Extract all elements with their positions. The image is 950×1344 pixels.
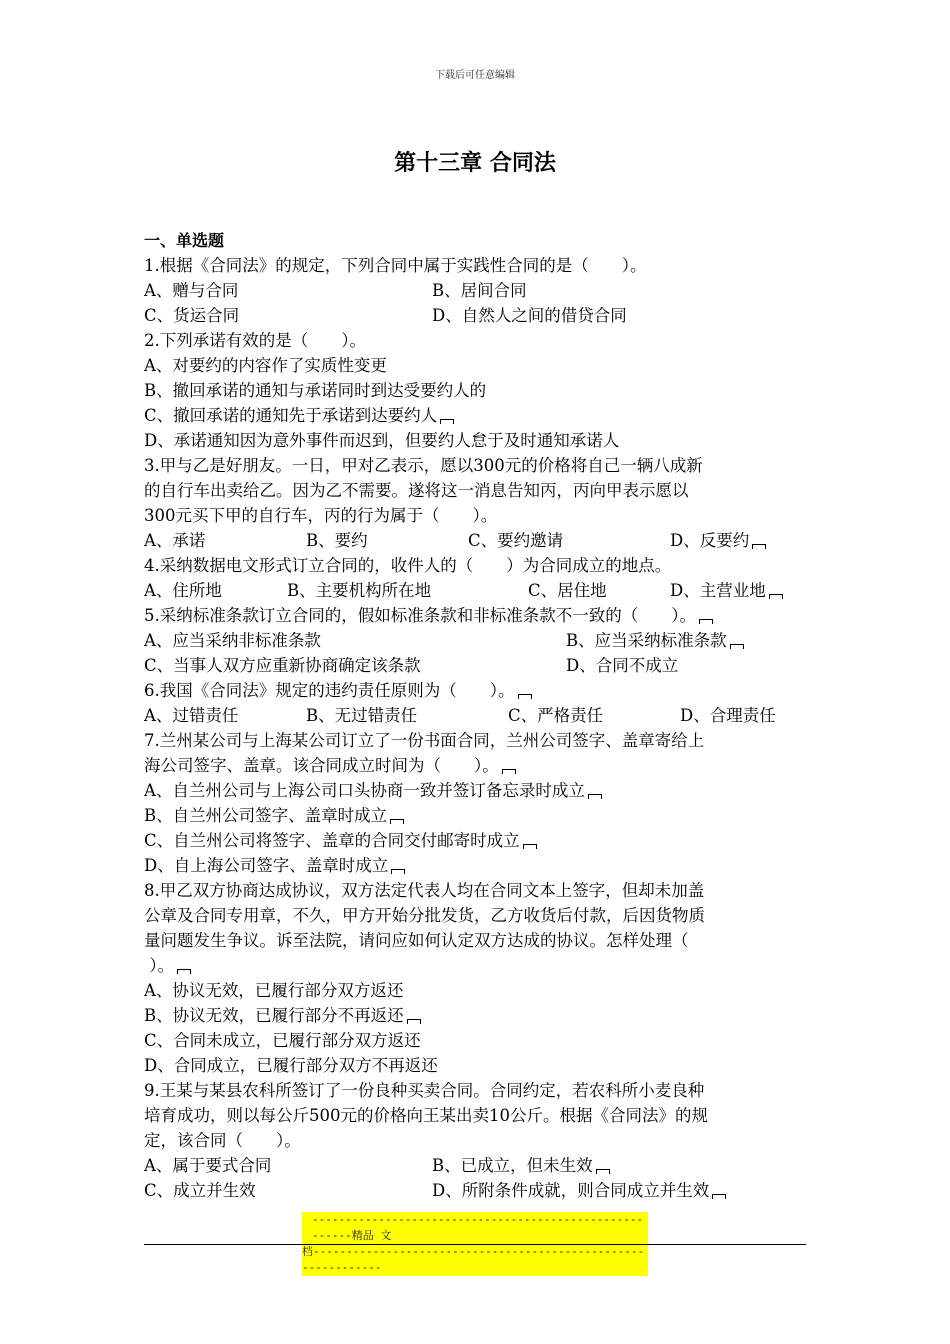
option-text: D、主营业地: [670, 581, 766, 600]
question-5: [144, 603, 806, 628]
option-b: B、撤回承诺的通知与承诺同时到达受要约人的: [144, 381, 487, 400]
option-c: [144, 403, 806, 428]
paragraph-mark-icon: [502, 769, 516, 774]
option-a: [144, 778, 806, 803]
footer-line-2: 档--------------------------------------------------------------: [302, 1245, 645, 1274]
option-d: [432, 1178, 726, 1203]
options-row: [144, 528, 806, 553]
option-b: B、要约: [306, 531, 368, 550]
option-a: A、属于要式合同: [144, 1156, 272, 1175]
option-d: D、合理责任: [680, 706, 776, 725]
option-c: C、货运合同: [144, 306, 240, 325]
paragraph-mark-icon: [752, 544, 766, 549]
question-7-line-1: 7.兰州某公司与上海某公司订立了一份书面合同，兰州公司签字、盖章寄给上: [144, 731, 705, 750]
option-a: A、应当采纳非标准条款: [144, 631, 321, 650]
option-text: D、反要约: [670, 531, 750, 550]
paragraph-mark-icon: [390, 819, 404, 824]
question-4: 4.采纳数据电文形式订立合同的，收件人的（ ）为合同成立的地点。: [144, 556, 672, 575]
question-3-line-3: 300元买下甲的自行车，丙的行为属于（ ）。: [144, 506, 498, 525]
paragraph-mark-icon: [440, 419, 454, 424]
options-row: [144, 653, 806, 678]
option-b: [144, 803, 806, 828]
paragraph-mark-icon: [769, 594, 783, 599]
paragraph-mark-icon: [596, 1169, 610, 1174]
option-d: [670, 528, 766, 553]
question-6: [144, 678, 806, 703]
paragraph-mark-icon: [730, 644, 744, 649]
question-text: 海公司签字、盖章。该合同成立时间为（ ）。: [144, 756, 499, 775]
paragraph-mark-icon: [407, 1019, 421, 1024]
option-c: C、严格责任: [508, 706, 604, 725]
question-text: 6.我国《合同法》规定的违约责任原则为（ ）。: [144, 681, 515, 700]
option-d: D、合同不成立: [566, 656, 679, 675]
document-body: [144, 228, 806, 1203]
option-a: A、赠与合同: [144, 281, 239, 300]
page-title: 第十三章 合同法: [394, 151, 556, 176]
paragraph-mark-icon: [588, 794, 602, 799]
question-text: 5.采纳标准条款订立合同的，假如标准条款和非标准条款不一致的（ ）。: [144, 606, 696, 625]
options-row: [144, 303, 806, 328]
options-row: [144, 628, 806, 653]
option-c: C、居住地: [528, 581, 607, 600]
header-note: 下载后可任意编辑: [435, 70, 515, 81]
question-7-line-2: [144, 753, 806, 778]
option-c: C、成立并生效: [144, 1181, 256, 1200]
question-8-line-4: [144, 953, 806, 978]
question-8-line-2: 公章及合同专用章，不久，甲方开始分批发货，乙方收货后付款，后因货物质: [144, 906, 705, 925]
option-text: B、应当采纳标准条款: [566, 631, 727, 650]
option-a: A、协议无效，已履行部分双方返还: [144, 981, 404, 1000]
option-b: [144, 1003, 806, 1028]
option-text: B、自兰州公司签字、盖章时成立: [144, 806, 388, 825]
option-d: [670, 578, 783, 603]
option-text: B、已成立，但未生效: [432, 1156, 593, 1175]
footer-line-1: --------------------------------------------------------精品 文: [312, 1213, 644, 1242]
question-3-line-1: 3.甲与乙是好朋友。一日，甲对乙表示，愿以300元的价格将自己一辆八成新: [144, 456, 703, 475]
paragraph-mark-icon: [177, 969, 191, 974]
option-d: D、合同成立，已履行部分双方不再返还: [144, 1056, 438, 1075]
option-b: B、无过错责任: [306, 706, 418, 725]
paragraph-mark-icon: [699, 619, 713, 624]
option-text: D、自上海公司签字、盖章时成立: [144, 856, 389, 875]
question-text: ）。: [149, 956, 174, 975]
question-9-line-2: 培育成功，则以每公斤500元的价格向王某出卖10公斤。根据《合同法》的规: [144, 1106, 708, 1125]
question-9-line-1: 9.王某与某县农科所签订了一份良种买卖合同。合同约定，若农科所小麦良种: [144, 1081, 705, 1100]
option-c: C、合同未成立，已履行部分双方返还: [144, 1031, 421, 1050]
options-row: [144, 1153, 806, 1178]
option-text: B、协议无效，已履行部分不再返还: [144, 1006, 404, 1025]
options-row: [144, 278, 806, 303]
option-text: C、自兰州公司将签字、盖章的合同交付邮寄时成立: [144, 831, 520, 850]
paragraph-mark-icon: [523, 844, 537, 849]
paragraph-mark-icon: [712, 1194, 726, 1199]
option-c: C、要约邀请: [468, 531, 564, 550]
option-b: [432, 1153, 610, 1178]
question-9-line-3: 定，该合同（ ）。: [144, 1131, 301, 1150]
option-c: [144, 828, 806, 853]
option-d: [144, 853, 806, 878]
paragraph-mark-icon: [391, 869, 405, 874]
footer-divider: [144, 1244, 806, 1245]
section-heading: 一、单选题: [144, 231, 225, 250]
option-b: B、居间合同: [432, 281, 527, 300]
paragraph-mark-icon: [518, 694, 532, 699]
option-a: A、对要约的内容作了实质性变更: [144, 356, 387, 375]
option-text: D、所附条件成就，则合同成立并生效: [432, 1181, 710, 1200]
option-a: A、住所地: [144, 581, 222, 600]
option-d: D、承诺通知因为意外事件而迟到，但要约人怠于及时通知承诺人: [144, 431, 620, 450]
question-8-line-3: 量问题发生争议。诉至法院，请问应如何认定双方达成的协议。怎样处理（: [144, 931, 689, 950]
option-d: D、自然人之间的借贷合同: [432, 306, 627, 325]
option-c: C、当事人双方应重新协商确定该条款: [144, 656, 421, 675]
option-text: C、撤回承诺的通知先于承诺到达要约人: [144, 406, 438, 425]
option-a: A、承诺: [144, 531, 206, 550]
option-b: [566, 628, 744, 653]
options-row: [144, 578, 806, 603]
options-row: [144, 1178, 806, 1203]
option-b: B、主要机构所在地: [287, 581, 432, 600]
question-8-line-1: 8.甲乙双方协商达成协议，双方法定代表人均在合同文本上签字，但却未加盖: [144, 881, 705, 900]
options-row: [144, 703, 806, 728]
question-3-line-2: 的自行车出卖给乙。因为乙不需要。遂将这一消息告知丙，丙向甲表示愿以: [144, 481, 689, 500]
question-2: 2.下列承诺有效的是（ ）。: [144, 331, 366, 350]
question-1: 1.根据《合同法》的规定，下列合同中属于实践性合同的是（ ）。: [144, 256, 647, 275]
option-a: A、过错责任: [144, 706, 239, 725]
option-text: A、自兰州公司与上海公司口头协商一致并签订备忘录时成立: [144, 781, 585, 800]
